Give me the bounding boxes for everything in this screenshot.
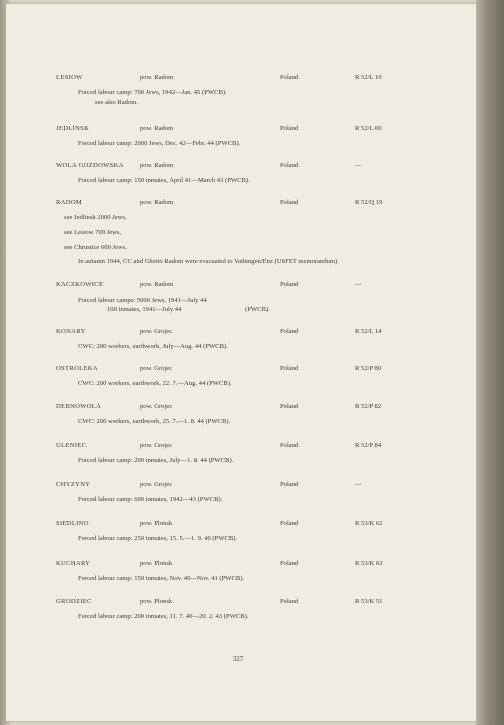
map-reference: R 52/L 00	[355, 125, 382, 132]
place-name: CHYZYNY	[56, 481, 91, 488]
entry	[0, 198, 470, 265]
place-name: GRODZIEC	[56, 598, 92, 605]
country: Poland	[280, 598, 299, 605]
entry	[0, 597, 470, 620]
country: Poland	[280, 125, 299, 132]
place-name: KACZKOWICE	[56, 281, 104, 288]
district: pow. Plonsk	[140, 520, 173, 527]
book-spine	[476, 0, 504, 725]
district: pow. Radom	[140, 74, 174, 81]
entry-note: see Chrustice 600 Jews.	[64, 244, 127, 251]
entry-note: 100 inmates, 1941—July 44	[107, 306, 182, 313]
district: pow. Radom	[140, 199, 174, 206]
entry-note: Forced labour camp: 200 inmates, 11. 7. 40—20. 2. 43 (PWCB).	[78, 613, 249, 620]
map-reference: R 53/K 51	[355, 598, 383, 605]
entry	[0, 559, 470, 582]
district: pow. Radom	[140, 281, 174, 288]
entry	[0, 402, 470, 425]
entry-note: Forced labour camp: 2000 Jews, Dec. 42—Febr. 44 (PWCB).	[78, 140, 241, 147]
place-name: LESIOW	[56, 74, 83, 81]
district: pow. Grojec	[140, 481, 173, 488]
entry	[0, 327, 470, 350]
place-name: OSTROLEKA	[56, 365, 98, 372]
country: Poland	[280, 74, 299, 81]
map-reference: R 52/L 10	[355, 74, 382, 81]
place-name: DEBNOWOLA	[56, 403, 102, 410]
place-name: RADOM	[56, 199, 83, 206]
district: pow. Radom	[140, 125, 174, 132]
country: Poland	[280, 162, 299, 169]
place-name: JEDLINSK	[56, 125, 90, 132]
district: pow. Plonsk	[140, 560, 173, 567]
place-name: KONARY	[56, 328, 86, 335]
entry	[0, 480, 470, 503]
country: Poland	[280, 520, 299, 527]
map-reference: R 52/P 80	[355, 365, 382, 372]
country: Poland	[280, 281, 299, 288]
entry-note: CWC: 200 workers, earthwork, 22. 7.—Aug. 44 (PWCB).	[78, 380, 232, 387]
map-reference: R 52/P 82	[355, 403, 382, 410]
entry-note: Forced labour camp: 150 inmates, Nov. 40—Nov. 41 (PWCB).	[78, 575, 245, 582]
entry-note: CWC: 200 workers, earthwork, July—Aug. 44 (PWCB).	[78, 343, 228, 350]
entry	[0, 364, 470, 387]
page-number: 327	[232, 655, 244, 663]
entry-note: (PWCB).	[245, 306, 270, 313]
district: pow. Radom	[140, 162, 174, 169]
country: Poland	[280, 403, 299, 410]
country: Poland	[280, 199, 299, 206]
district: pow. Grojec	[140, 365, 173, 372]
country: Poland	[280, 481, 299, 488]
entry	[0, 73, 470, 106]
entry-note: Forced labour camp: 250 inmates, 15. 5.—1. 9. 40 (PWCB).	[78, 535, 238, 542]
entry	[0, 161, 470, 184]
place-name: WOLA GOZDOWSKA	[56, 162, 124, 169]
map-reference: R 52/Q 19	[355, 199, 383, 206]
place-name: SIEDLINO	[56, 520, 89, 527]
district: pow. Grojec	[140, 328, 173, 335]
place-name: KUCHARY	[56, 560, 91, 567]
district: pow. Grojec	[140, 442, 173, 449]
entry-note: Forced labour camp: 150 inmates, April 41—March 43 (PWCB).	[78, 177, 250, 184]
country: Poland	[280, 560, 299, 567]
map-reference: —	[355, 162, 362, 169]
map-reference: —	[355, 481, 362, 488]
entry	[0, 519, 470, 542]
entry-note: Forced labour camp: 200 inmates, July—1. 8. 44 (PWCB).	[78, 457, 234, 464]
entry	[0, 124, 470, 147]
district: pow. Grojec	[140, 403, 173, 410]
entry-note: see Jedlinsk 2000 Jews,	[64, 214, 127, 221]
country: Poland	[280, 365, 299, 372]
map-reference: R 53/K 62	[355, 520, 383, 527]
entry	[0, 280, 470, 313]
entry-note: see Lesiow 700 Jews,	[64, 229, 122, 236]
entry-note: In autumn 1944, CC and Ghetto Radom were evacuated to Vaihingen/Enz (USFET memorandum).	[78, 258, 339, 265]
entry-note: CWC: 200 workers, earthwork, 25. 7.—1. 8. 44 (PWCB).	[78, 418, 231, 425]
entry-note: Forced labour camp: 700 Jews, 1942—Jan. 45 (PWCB).	[78, 89, 227, 96]
country: Poland	[280, 328, 299, 335]
map-reference: R 52/L 14	[355, 328, 382, 335]
entry-note: Forced labour camps: 5000 Jews, 1941—July 44	[78, 297, 207, 304]
entry-note: Forced labour camp: 600 inmates, 1942—43 (PWCB).	[78, 496, 223, 503]
place-name: ULENIEC	[56, 442, 87, 449]
country: Poland	[280, 442, 299, 449]
entry	[0, 441, 470, 464]
map-reference: R 52/P 84	[355, 442, 382, 449]
district: pow. Plonsk	[140, 598, 173, 605]
entry-note: see also Radom.	[95, 99, 139, 106]
map-reference: —	[355, 281, 362, 288]
map-reference: R 53/K 63	[355, 560, 383, 567]
